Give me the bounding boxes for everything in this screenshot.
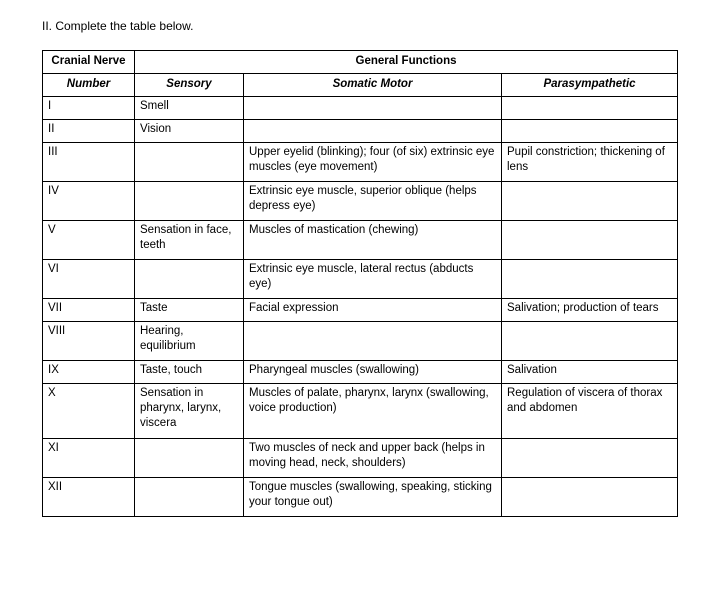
somatic-motor-cell: Pharyngeal muscles (swallowing) [244,361,502,384]
number-header: Number [43,74,135,97]
table-row [43,361,678,384]
table-row [43,182,678,221]
parasympathetic-cell [502,439,678,478]
somatic-motor-cell: Upper eyelid (blinking); four (of six) extrinsic eye muscles (eye movement) [244,143,502,182]
nerve-number-cell: VII [43,299,135,322]
sensory-cell: Smell [135,97,244,120]
parasympathetic-header: Parasympathetic [502,74,678,97]
somatic-motor-cell [244,120,502,143]
parasympathetic-cell [502,260,678,299]
nerve-number-cell: VIII [43,322,135,361]
nerve-number-cell: IX [43,361,135,384]
somatic-motor-cell: Extrinsic eye muscle, lateral rectus (abducts eye) [244,260,502,299]
parasympathetic-cell: Salivation; production of tears [502,299,678,322]
general-functions-header: General Functions [135,51,678,74]
sensory-cell [135,439,244,478]
sensory-cell [135,260,244,299]
cranial-nerve-header: Cranial Nerve [43,51,135,74]
somatic-motor-header: Somatic Motor [244,74,502,97]
somatic-motor-cell: Muscles of mastication (chewing) [244,221,502,260]
table-row [43,322,678,361]
parasympathetic-cell [502,97,678,120]
somatic-motor-cell: Facial expression [244,299,502,322]
sensory-cell [135,478,244,517]
somatic-motor-cell: Two muscles of neck and upper back (helps in moving head, neck, shoulders) [244,439,502,478]
nerve-number-cell: VI [43,260,135,299]
somatic-motor-cell: Extrinsic eye muscle, superior oblique (helps depress eye) [244,182,502,221]
nerve-number-cell: V [43,221,135,260]
nerve-number-cell: XII [43,478,135,517]
somatic-motor-cell: Tongue muscles (swallowing, speaking, sticking your tongue out) [244,478,502,517]
table-row [43,299,678,322]
table-row [43,221,678,260]
parasympathetic-cell: Pupil constriction; thickening of lens [502,143,678,182]
sensory-header: Sensory [135,74,244,97]
parasympathetic-cell [502,221,678,260]
sensory-cell: Vision [135,120,244,143]
table-row [43,143,678,182]
header-row-columns [43,74,678,97]
parasympathetic-cell [502,478,678,517]
nerve-number-cell: X [43,384,135,439]
table-row [43,439,678,478]
nerve-number-cell: IV [43,182,135,221]
sensory-cell: Taste, touch [135,361,244,384]
instruction-text: II. Complete the table below. [42,19,194,33]
somatic-motor-cell [244,97,502,120]
table-row [43,478,678,517]
parasympathetic-cell: Regulation of viscera of thorax and abdomen [502,384,678,439]
table-row [43,384,678,439]
sensory-cell: Sensation in pharynx, larynx, viscera [135,384,244,439]
table-row [43,120,678,143]
sensory-cell: Sensation in face, teeth [135,221,244,260]
sensory-cell: Taste [135,299,244,322]
header-row-top [43,51,678,74]
table-body [43,97,678,517]
nerve-number-cell: II [43,120,135,143]
sensory-cell: Hearing, equilibrium [135,322,244,361]
parasympathetic-cell [502,322,678,361]
table-row [43,260,678,299]
parasympathetic-cell: Salivation [502,361,678,384]
somatic-motor-cell [244,322,502,361]
sensory-cell [135,182,244,221]
somatic-motor-cell: Muscles of palate, pharynx, larynx (swallowing, voice production) [244,384,502,439]
nerve-number-cell: III [43,143,135,182]
nerve-number-cell: I [43,97,135,120]
sensory-cell [135,143,244,182]
parasympathetic-cell [502,182,678,221]
nerve-number-cell: XI [43,439,135,478]
parasympathetic-cell [502,120,678,143]
cranial-nerve-table [42,50,678,517]
table-row [43,97,678,120]
